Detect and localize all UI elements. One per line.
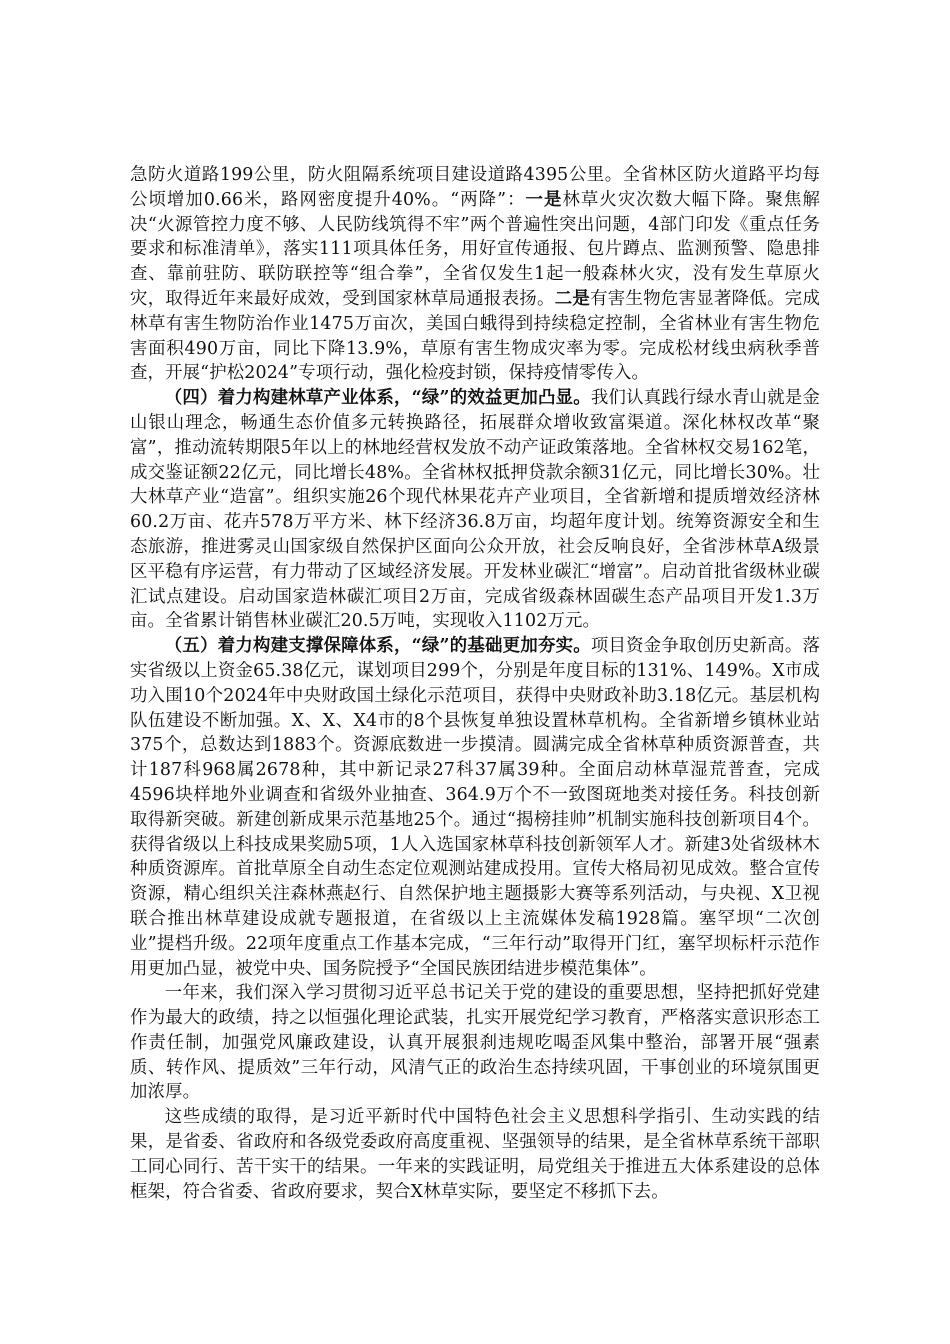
paragraph-support-system <box>130 634 820 981</box>
run-bold: 一是 <box>525 189 563 210</box>
document-body <box>130 163 820 1204</box>
run-bold: 二是 <box>554 288 591 309</box>
run-text: 我们认真践行绿水青山就是金山银山理念，畅通生态价值多元转换路径，拓展群众增收致富渠道。深化林权改革“聚富”，推动流转期限5年以上的林地经营权发放不动产证政策落地。全省林权交易162笔，成交鉴证额22亿元，同比增长48%。全省林权抵押贷款余额31亿元，同比增长30%。壮大林草产业“造富”。组织实施26个现代林果花卉产业项目，全省新增和提质增效经济林60.2万亩、花卉578万平方米、林下经济36.8万亩，均超年度计划。统筹资源安全和生态旅游，推进雾灵山国家级自然保护区面向公众开放，社会反响良好，全省涉林草A级景区平稳有序运营，有力带动了区域经济发展。开发林业碳汇“增富”。启动首批省级林业碳汇试点建设。启动国家造林碳汇项目2万亩，完成省级森林固碳生态产品项目开发1.3万亩。全省累计销售林业碳汇20.5万吨，实现收入1102万元。 <box>130 388 820 632</box>
paragraph-industry-system <box>130 386 820 634</box>
section-heading: （四）着力构建林草产业体系，“绿”的效益更加凸显。 <box>164 388 591 409</box>
run-text: 急防火道路199公里，防火阻隔系统项目建设道路4395公里。全省林区防火道路平均每公顷增加0.66米，路网密度提升40%。“两降”： <box>130 165 820 210</box>
run-text: 林草火灾次数大幅下降。聚焦解决“火源管控力度不够、人民防线筑得不牢”两个普遍性突出问题，4部门印发《重点任务要求和标准清单》，落实111项具体任务，用好宣传通报、包片蹲点、监测预警、隐患排查、靠前驻防、联防联控等“组合拳”，全省仅发生1起一般森林火灾，没有发生草原火灾，取得近年来最好成效，受到国家林草局通报表扬。 <box>130 189 820 309</box>
section-heading: （五）着力构建支撑保障体系，“绿”的基础更加夯实。 <box>164 636 591 657</box>
run-text: 一年来，我们深入学习贯彻习近平总书记关于党的建设的重要思想，坚持把抓好党建作为最大的政绩，持之以恒强化理论武装，扎实开展党纪学习教育，严格落实意识形态工作责任制，加强党风廉政建设，认真开展狠刹违规吃喝歪风集中整治，部署开展“强素质、转作风、提质效”三年行动，风清气正的政治生态持续巩固，干事创业的环境氛围更加浓厚。 <box>130 983 820 1103</box>
paragraph-party-building <box>130 981 820 1105</box>
run-text: 项目资金争取创历史新高。落实省级以上资金65.38亿元，谋划项目299个，分别是年度目标的131%、149%。X市成功入围10个2024年中央财政国土绿化示范项目，获得中央财政补助3.18亿元。基层机构队伍建设不断加强。X、X、X4市的8个县恢复单独设置林草机构。全省新增乡镇林业站375个，总数达到1883个。资源底数进一步摸清。圆满完成全省林草种质资源普查，共计187科968属2678种，其中新记录27科37属39种。全面启动林草湿荒普查，完成4596块样地外业调查和省级外业抽查、364.9万个不一致图斑地类对接任务。科技创新取得新突破。新建创新成果示范基地25个。通过“揭榜挂帅”机制实施科技创新项目4个。获得省级以上科技成果奖励5项，1人入选国家林草科技创新领军人才。新建3处省级林木种质资源库。首批草原全自动生态定位观测站建成投用。宣传大格局初见成效。整合宣传资源，精心组织关注森林燕赵行、自然保护地主题摄影大赛等系列活动，与央视、X卫视联合推出林草建设成就专题报道，在省级以上主流媒体发稿1928篇。塞罕坝“二次创业”提档升级。22项年度重点工作基本完成，“三年行动”取得开门红，塞罕坝标杆示范作用更加凸显，被党中央、国务院授予“全国民族团结进步模范集体”。 <box>130 636 820 979</box>
paragraph-conclusion <box>130 1105 820 1204</box>
paragraph-fire-pest <box>130 163 820 386</box>
run-text: 这些成绩的取得，是习近平新时代中国特色社会主义思想科学指引、生动实践的结果，是省委、省政府和各级党委政府高度重视、坚强领导的结果，是全省林草系统干部职工同心同行、苦干实干的结果。一年来的实践证明，局党组关于推进五大体系建设的总体框架，符合省委、省政府要求，契合X林草实际，要坚定不移抓下去。 <box>130 1107 820 1202</box>
run-text: 有害生物危害显著降低。完成林草有害生物防治作业1475万亩次，美国白蛾得到持续稳定控制，全省林业有害生物危害面积490万亩，同比下降13.9%，草原有害生物成灾率为零。完成松材线虫病秋季普查，开展“护松2024”专项行动，强化检疫封锁，保持疫情零传入。 <box>130 288 820 384</box>
